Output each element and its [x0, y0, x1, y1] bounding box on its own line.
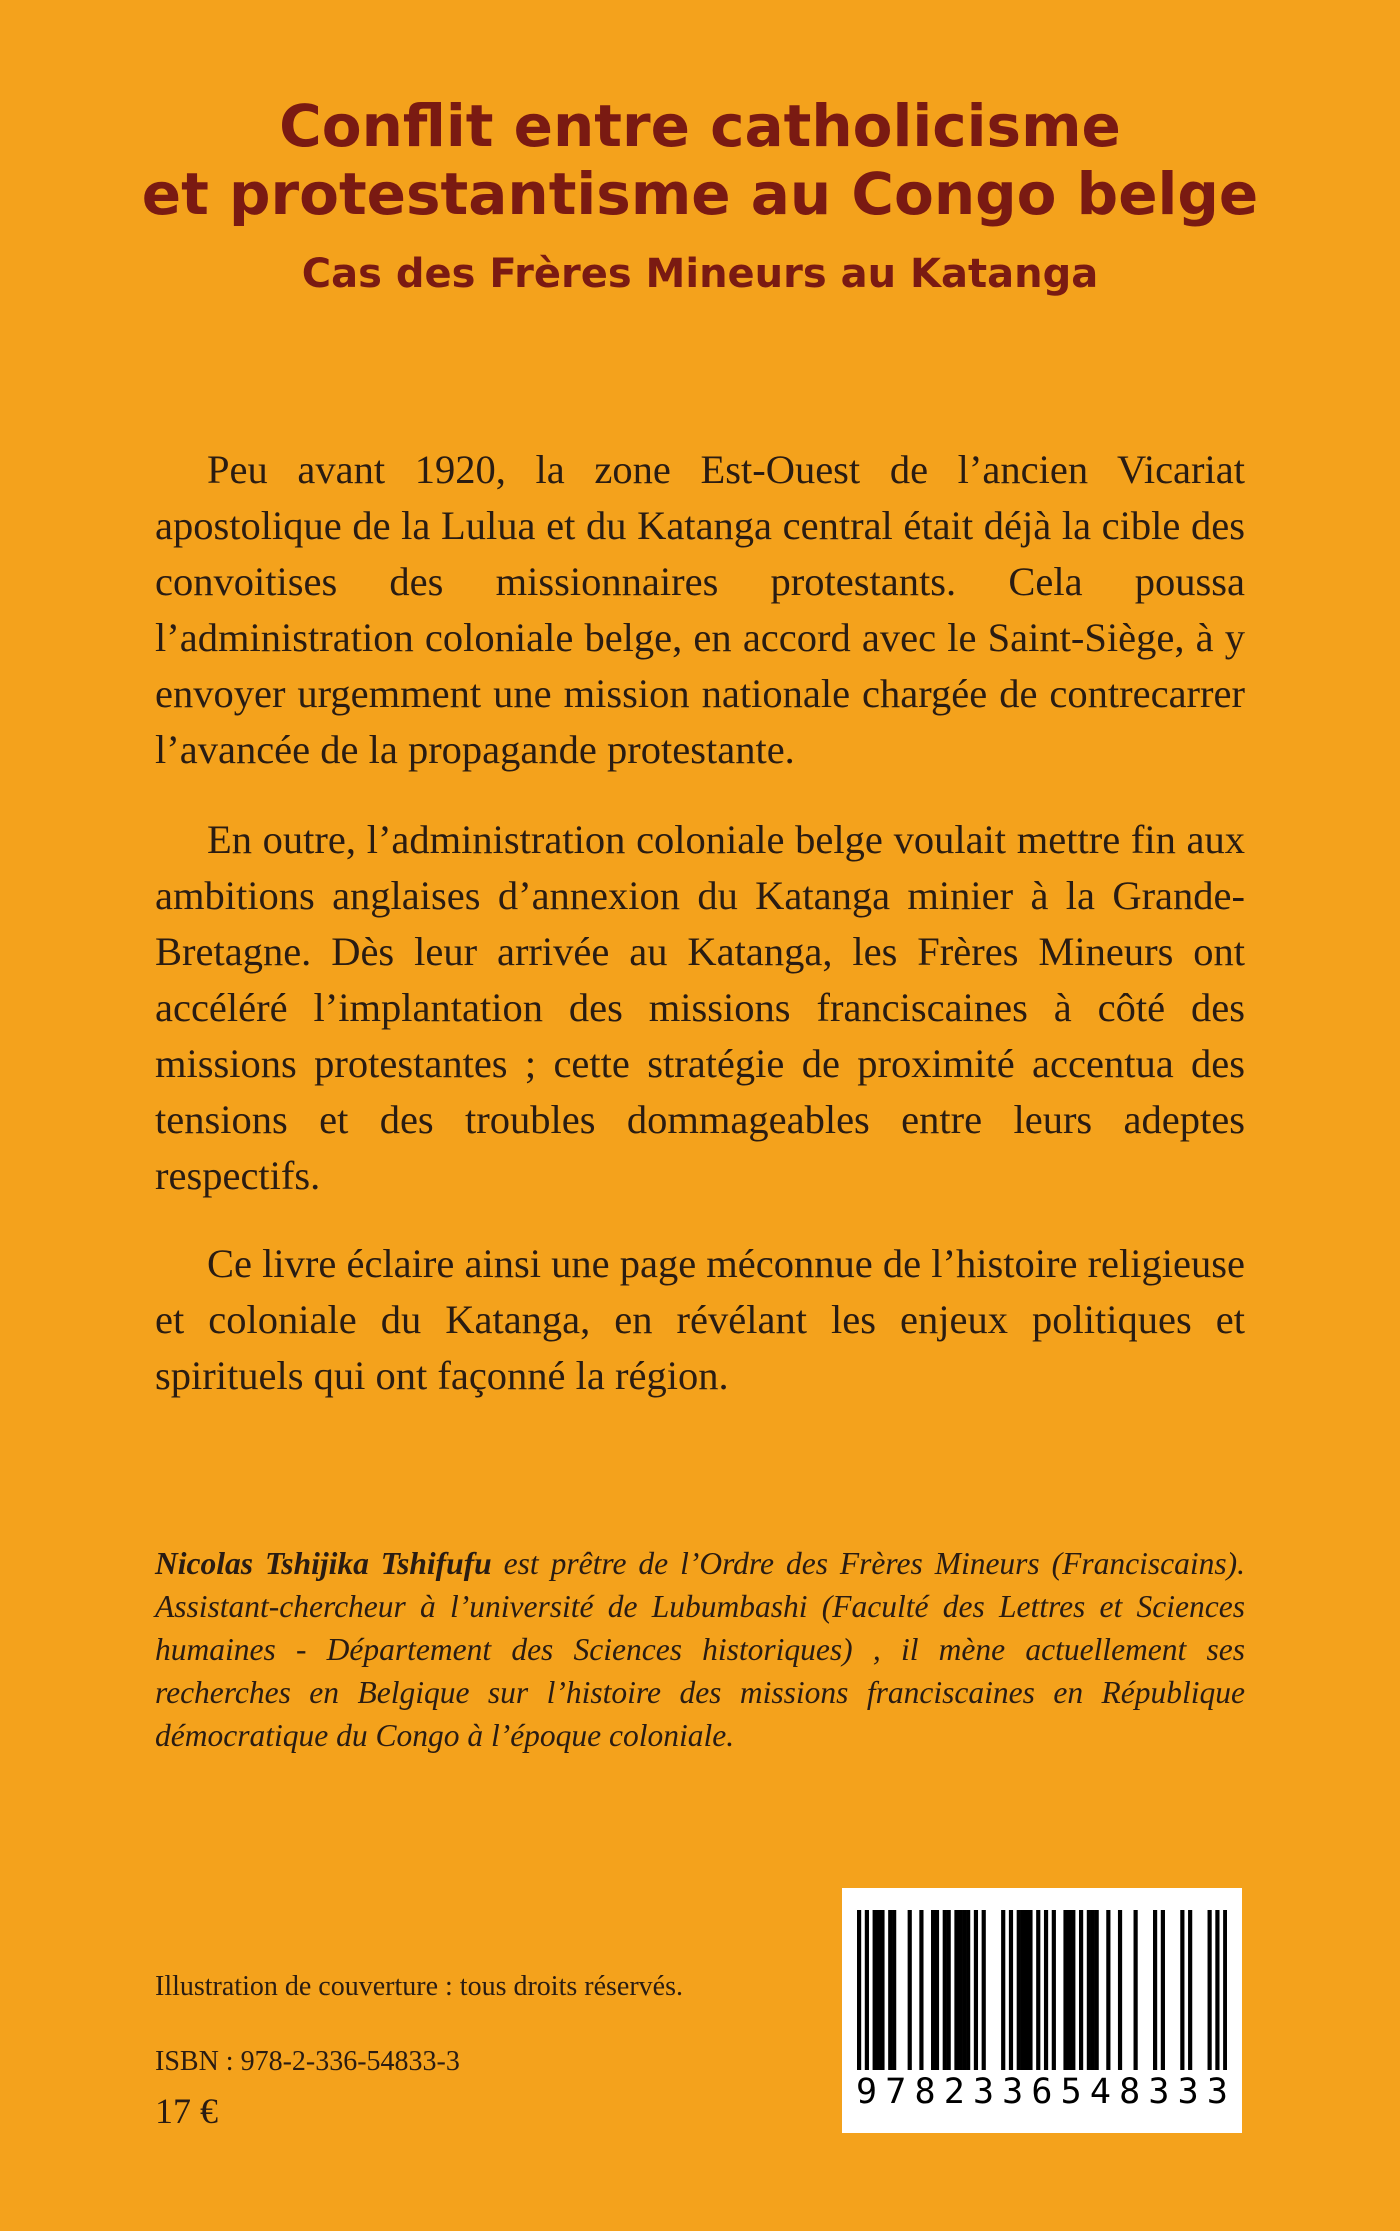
barcode-bar: [1017, 1910, 1021, 2070]
barcode-bar: [1021, 1910, 1025, 2070]
illustration-credit: Illustration de couverture : tous droits réservés.: [155, 1971, 683, 2002]
barcode-digit: 6: [1031, 2072, 1053, 2112]
barcode-bar: [1118, 1910, 1122, 2070]
barcode-digit: 3: [972, 2072, 995, 2112]
barcode-bar: [1087, 1910, 1091, 2070]
barcode-bar: [1079, 1910, 1083, 2070]
barcode-bar: [865, 1910, 869, 2070]
barcode-bar: [962, 1910, 966, 2070]
isbn: ISBN : 978-2-336-54833-3: [155, 2046, 460, 2077]
barcode-bar: [1044, 1910, 1048, 2070]
barcode-bar: [1215, 1910, 1219, 2070]
barcode-bar: [1223, 1910, 1227, 2070]
barcode-bar: [1024, 1910, 1028, 2070]
barcode-bar: [974, 1910, 978, 2070]
summary-paragraph-3: Ce livre éclaire ainsi une page méconnue de l’histoire religieuse et coloniale du Katanga, en révélant les enjeux politiques et spirituels qui ont façonné la région.: [155, 1241, 1245, 1398]
barcode-bar: [880, 1910, 884, 2070]
barcode-digit: 7: [885, 2072, 907, 2112]
barcode-number: [856, 2072, 1228, 2112]
barcode-digit: 5: [1060, 2072, 1082, 2112]
barcode-digit: 3: [1002, 2072, 1024, 2112]
barcode-digit: 8: [1119, 2072, 1141, 2112]
barcode-digit: 3: [1148, 2072, 1170, 2112]
barcode-digit: 2: [943, 2072, 965, 2112]
barcode-bar: [966, 1910, 970, 2070]
barcode-bar: [982, 1910, 986, 2070]
summary-paragraph-1: Peu avant 1920, la zone Est-Ouest de l’ancien Vicariat apostolique de la Lulua et du Katanga central était déjà la cible des convoitises des missionnaires protestants. Cela poussa l’administration coloniale belge, en accord avec le Saint-Siège, à y envoyer urgemment une mission nationale chargée de contrecarrer l’avancée de la propagande protestante.: [155, 447, 1245, 772]
barcode-digit: 3: [1206, 2072, 1228, 2112]
author-bio: [155, 1542, 1245, 1757]
barcode-bar: [1153, 1910, 1157, 2070]
barcode-digit: 4: [1089, 2072, 1111, 2112]
barcode-digit: 8: [914, 2072, 936, 2112]
barcode-bar: [892, 1910, 896, 2070]
summary-paragraph-2: En outre, l’administration coloniale belge voulait mettre fin aux ambitions anglaises d’annexion du Katanga minier à la Grande-Bretagne. Dès leur arrivée au Katanga, les Frères Mineurs ont accéléré l’implantation des missions franciscaines à côté des missions protestantes ; cette stratégie de proximité accentua des tensions et des troubles dommageables entre leurs adeptes respectifs.: [155, 817, 1245, 1198]
barcode-bar: [873, 1910, 877, 2070]
barcode-bar: [1134, 1910, 1138, 2070]
barcode-bar: [1009, 1910, 1013, 2070]
barcode-bar: [888, 1910, 892, 2070]
author-name: Nicolas Tshijika Tshifufu: [155, 1546, 492, 1581]
barcode-bar: [1180, 1910, 1184, 2070]
price: 17 €: [155, 2091, 218, 2131]
barcode-bar: [1052, 1910, 1056, 2070]
barcode-bar: [935, 1910, 939, 2070]
barcode-bar: [1188, 1910, 1192, 2070]
barcode-bar: [1071, 1910, 1075, 2070]
barcode-bar: [943, 1910, 947, 2070]
barcode-bar: [1208, 1910, 1212, 2070]
barcode-bars: [857, 1910, 1227, 2080]
book-subtitle: Cas des Frères Mineurs au Katanga: [301, 251, 1099, 297]
barcode: [842, 1888, 1242, 2133]
book-title: [0, 92, 1400, 228]
barcode-bar: [1063, 1910, 1067, 2070]
barcode-bar: [931, 1910, 935, 2070]
barcode-bar: [857, 1910, 861, 2070]
barcode-bar: [1161, 1910, 1165, 2070]
barcode-bar: [908, 1910, 912, 2070]
barcode-bar: [1106, 1910, 1110, 2070]
barcode-bar: [1028, 1910, 1032, 2070]
barcode-bar: [1001, 1910, 1005, 2070]
barcode-digit: 9: [856, 2072, 878, 2112]
barcode-digit: 3: [1177, 2072, 1199, 2112]
barcode-bar: [947, 1910, 951, 2070]
author-bio-text: est prêtre de l’Ordre des Frères Mineurs (Franciscains). Assistant-chercheur à l’université de Lubumbashi (Faculté des Lettres et Sciences humaines - Département des Sciences historiques) , il mène actuellement ses recherches en Belgique sur l’histoire des missions franciscaines en République démocratique du Congo à l’époque coloniale.: [155, 1546, 1245, 1753]
barcode-bar: [1095, 1910, 1099, 2070]
barcode-bar: [1067, 1910, 1071, 2070]
book-title-line-1: Conflit entre catholicisme: [279, 92, 1121, 160]
barcode-bar: [958, 1910, 962, 2070]
book-title-line-2: et protestantisme au Congo belge: [141, 160, 1259, 228]
barcode-bar: [1091, 1910, 1095, 2070]
barcode-bar: [1036, 1910, 1040, 2070]
barcode-bar: [954, 1910, 958, 2070]
barcode-bar: [876, 1910, 880, 2070]
barcode-bar: [919, 1910, 923, 2070]
